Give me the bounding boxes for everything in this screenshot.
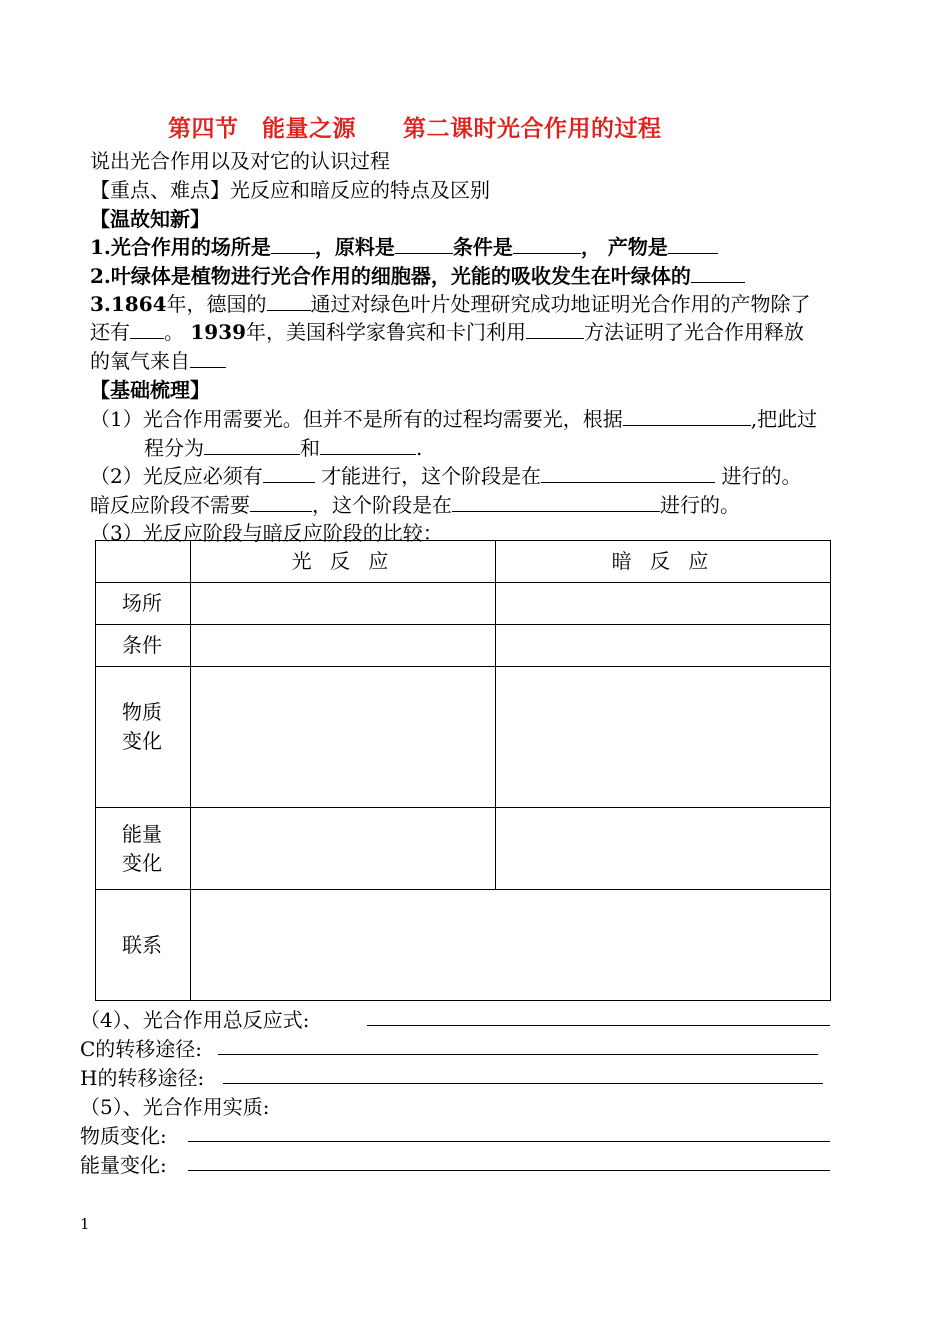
section-3-heading: （3）光反应阶段与暗反应阶段的比较：: [90, 521, 443, 545]
blank-product[interactable]: [668, 235, 718, 254]
s1-text-e: .: [416, 436, 423, 460]
comparison-table: [95, 540, 831, 1001]
s2-text-f: 进行的。: [660, 493, 740, 517]
section-1-line-2: [144, 432, 422, 461]
section-2-line-2: [90, 489, 740, 518]
table-corner-cell: [96, 541, 191, 583]
row-header-energy-line-2: 变化: [122, 850, 162, 875]
cell-dark-site[interactable]: [496, 583, 831, 625]
cell-light-condition[interactable]: [191, 625, 496, 667]
blank-c-path[interactable]: [218, 1054, 818, 1055]
row-header-energy-change: [96, 808, 191, 890]
section-4-heading: （4）、光合作用总反应式:: [80, 1008, 310, 1032]
q1-prefix: 1.: [90, 235, 111, 259]
learning-objective: 说出光合作用以及对它的认识过程: [90, 149, 390, 173]
cell-light-site[interactable]: [191, 583, 496, 625]
question-1: [90, 231, 718, 260]
blank-total-equation[interactable]: [367, 1025, 830, 1026]
key-points-label: 【重点、难点】: [90, 178, 230, 202]
q3-year: 1939: [190, 320, 247, 344]
row-header-condition: 条件: [96, 625, 191, 667]
matter-change-label: 物质变化:: [80, 1124, 167, 1148]
table-header-row: [96, 541, 831, 583]
q3-text-f: 方法证明了光合作用释放: [584, 320, 805, 344]
s2-text-d: 暗反应阶段不需要: [90, 493, 250, 517]
blank-basis[interactable]: [623, 407, 751, 426]
row-header-matter-change: [96, 667, 191, 808]
page-title: 第四节 能量之源 第二课时光合作用的过程: [168, 115, 662, 142]
blank-stage-1[interactable]: [204, 436, 300, 455]
q2-text: 叶绿体是植物进行光合作用的细胞器，光能的吸收发生在叶绿体的: [110, 264, 691, 288]
blank-energy-change[interactable]: [188, 1170, 830, 1171]
q3-text-e: 年，美国科学家鲁宾和卡门利用: [246, 320, 527, 344]
table-row: [96, 808, 831, 890]
question-3-line-1: [90, 288, 811, 317]
s1-text-d: 和: [300, 436, 320, 460]
page-number: 1: [80, 1215, 90, 1233]
table-row: [96, 583, 831, 625]
key-points-text: 光反应和暗反应的特点及区别: [230, 178, 490, 202]
q1-part3: 条件是: [452, 235, 513, 259]
s2-text-c: 进行的。: [715, 464, 802, 488]
blank-oxygen-source[interactable]: [190, 349, 226, 368]
q3-text-a: 年，德国的: [166, 292, 267, 316]
table-row: [96, 667, 831, 808]
question-3-line-3: [90, 345, 226, 374]
table-row: [96, 625, 831, 667]
row-header-matter-line-2: 变化: [122, 729, 162, 753]
question-3-line-2: [90, 316, 804, 345]
cell-dark-condition[interactable]: [496, 625, 831, 667]
q1-part2: ，原料是: [314, 235, 395, 259]
q1-part1: 光合作用的场所是: [110, 235, 271, 259]
cell-light-energy[interactable]: [191, 808, 496, 890]
row-header-site: 场所: [96, 583, 191, 625]
blank-dark-not-required[interactable]: [250, 493, 312, 512]
h-path-label: H的转移途径:: [80, 1066, 205, 1090]
q3-text-g: 的氧气来自: [90, 349, 190, 373]
s1-text-a: （1）光合作用需要光。但并不是所有的过程均需要光，根据: [90, 407, 623, 431]
blank-h-path[interactable]: [223, 1083, 823, 1084]
s1-text-b: ,把此过: [750, 407, 818, 431]
section-1-line-1: [90, 403, 817, 432]
blank-method[interactable]: [526, 320, 584, 339]
s1-text-c: 程分为: [144, 436, 204, 460]
c-path-label: C的转移途径:: [80, 1037, 203, 1061]
q3-text-b: 通过对绿色叶片处理研究成功地证明光合作用的产物除了: [310, 292, 811, 316]
q1-part4: ， 产物是: [580, 235, 668, 259]
basics-header: 【基础梳理】: [90, 378, 210, 402]
key-points: [90, 174, 490, 203]
blank-matter-change[interactable]: [188, 1141, 830, 1142]
blank-condition[interactable]: [513, 235, 581, 254]
row-header-matter-line-1: 物质: [122, 700, 162, 724]
s2-text-a: （2）光反应必须有: [90, 464, 263, 488]
blank-light-location[interactable]: [541, 464, 715, 483]
energy-change-label: 能量变化:: [80, 1153, 167, 1177]
q2-prefix: 2.: [90, 264, 111, 288]
q3-text-d: 。: [164, 320, 191, 344]
cell-link[interactable]: [191, 890, 831, 1001]
cell-dark-energy[interactable]: [496, 808, 831, 890]
s2-text-b: 才能进行，这个阶段是在: [314, 464, 542, 488]
blank-site[interactable]: [271, 235, 315, 254]
section-5-heading: （5）、光合作用实质:: [80, 1095, 270, 1119]
blank-stage-2[interactable]: [320, 436, 416, 455]
cell-dark-matter[interactable]: [496, 667, 831, 808]
blank-dark-location[interactable]: [452, 493, 660, 512]
blank-light-required[interactable]: [263, 464, 315, 483]
col-header-dark: 暗 反 应: [496, 541, 831, 583]
q3-prefix: 3.1864: [90, 292, 167, 316]
review-header: 【温故知新】: [90, 207, 210, 231]
blank-light-absorption[interactable]: [691, 264, 745, 283]
table-row: [96, 890, 831, 1001]
section-2-line-1: [90, 460, 801, 489]
row-header-energy-line-1: 能量: [122, 821, 162, 846]
blank-product-2[interactable]: [130, 320, 164, 339]
col-header-light: 光 反 应: [191, 541, 496, 583]
question-2: [90, 260, 745, 289]
blank-scientist[interactable]: [267, 292, 311, 311]
blank-material[interactable]: [395, 235, 453, 254]
cell-light-matter[interactable]: [191, 667, 496, 808]
q3-text-c: 还有: [90, 320, 130, 344]
s2-text-e: ，这个阶段是在: [312, 493, 452, 517]
row-header-link: 联系: [96, 890, 191, 1001]
